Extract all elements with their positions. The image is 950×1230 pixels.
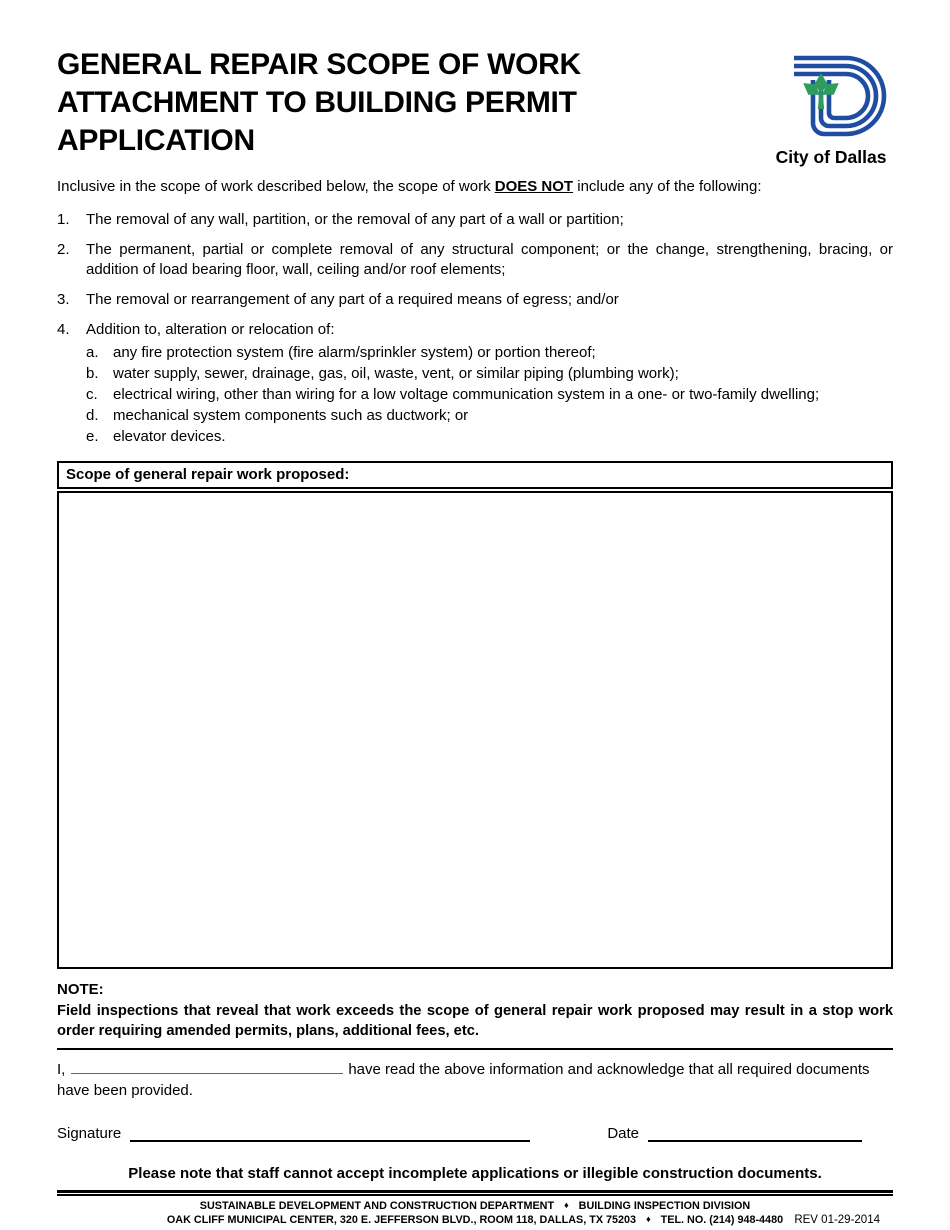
scope-input-area[interactable]: [57, 491, 893, 969]
signature-line-field[interactable]: [130, 1125, 530, 1142]
warning-text: Please note that staff cannot accept incomplete applications or illegible construction documents.: [128, 1165, 822, 1182]
date-line-field[interactable]: [648, 1125, 862, 1142]
footer-address: OAK CLIFF MUNICIPAL CENTER, 320 E. JEFFERSON BLVD., ROOM 118, DALLAS, TX 75203: [166, 1214, 637, 1226]
sub-list-item: [86, 342, 893, 363]
intro-pre: Inclusive in the scope of work described below, the scope of work: [57, 178, 495, 195]
sub-list-item: [86, 405, 893, 426]
note-section: [57, 981, 893, 1041]
signature-label: Signature: [57, 1125, 122, 1142]
diamond-separator-icon: ♦: [646, 1214, 651, 1224]
date-label: Date: [607, 1125, 639, 1142]
list-item-text: The removal of any wall, partition, or the removal of any part of a wall or partition;: [86, 211, 624, 228]
sub-item-text: elevator devices.: [113, 428, 226, 445]
page-title: [57, 46, 581, 160]
footer-lines: [57, 1199, 893, 1227]
list-item-number: 3.: [57, 291, 70, 308]
logo-caption: City of Dallas: [775, 147, 887, 167]
scope-of-work-section: [57, 461, 893, 969]
list-item: [57, 210, 893, 230]
sub-item-letter: c.: [86, 386, 98, 403]
intro-paragraph: [57, 177, 893, 196]
list-item-number: 1.: [57, 211, 70, 228]
trinity-leaf-icon: [799, 73, 842, 109]
exclusions-list: [57, 210, 893, 447]
diamond-separator-icon: ♦: [564, 1200, 569, 1210]
page-footer: [57, 1190, 893, 1227]
sub-list: [86, 342, 893, 447]
footer-department: SUSTAINABLE DEVELOPMENT AND CONSTRUCTION DEPARTMENT: [199, 1200, 555, 1212]
list-item-text: The permanent, partial or complete removal of any structural component; or the change, strengthening, bracing, or addition of load bearing floor, wall, ceiling and/or roof elements;: [86, 241, 893, 278]
scope-box-header: Scope of general repair work proposed:: [57, 461, 893, 489]
name-blank-field[interactable]: [71, 1059, 343, 1074]
divider-rule: [57, 1048, 893, 1050]
list-item-number: 4.: [57, 321, 70, 338]
footer-line-address: [57, 1213, 893, 1227]
footer-division: BUILDING INSPECTION DIVISION: [578, 1200, 751, 1212]
page-title-line: APPLICATION: [57, 124, 255, 157]
sub-list-item: [86, 384, 893, 405]
sub-item-text: mechanical system components such as ductwork; or: [113, 407, 469, 424]
sub-item-letter: e.: [86, 428, 99, 445]
intro-emphasis: DOES NOT: [494, 178, 574, 195]
acknowledgement-paragraph: [57, 1059, 893, 1101]
sub-item-text: electrical wiring, other than wiring for a low voltage communication system in a one- or two-family dwelling;: [113, 386, 820, 403]
sub-item-letter: b.: [86, 365, 99, 382]
list-item-text: The removal or rearrangement of any part of a required means of egress; and/or: [86, 291, 619, 308]
list-item-text: Addition to, alteration or relocation of:: [86, 321, 335, 338]
sub-item-letter: d.: [86, 407, 99, 424]
revision-date: REV 01-29-2014: [794, 1214, 880, 1226]
page-title-line: ATTACHMENT TO BUILDING PERMIT: [57, 86, 577, 119]
note-text: Field inspections that reveal that work exceeds the scope of general repair work proposed may result in a stop work order requiring amended permits, plans, additional fees, etc.: [57, 1003, 893, 1039]
page-title-line: GENERAL REPAIR SCOPE OF WORK: [57, 48, 581, 81]
list-item-number: 2.: [57, 241, 70, 258]
city-of-dallas-logo: [769, 46, 893, 168]
dallas-d-icon: [787, 46, 893, 146]
sub-item-text: water supply, sewer, drainage, gas, oil, waste, vent, or similar piping (plumbing work);: [113, 365, 679, 382]
footer-rule: [57, 1190, 893, 1196]
sub-item-text: any fire protection system (fire alarm/sprinkler system) or portion thereof;: [113, 344, 596, 361]
signature-row: [57, 1125, 893, 1142]
masthead: [57, 46, 893, 168]
ack-pre: I,: [57, 1061, 66, 1078]
list-item: [57, 320, 893, 340]
intro-post: include any of the following:: [573, 178, 762, 195]
footer-phone: TEL. NO. (214) 948-4480: [660, 1214, 784, 1226]
note-label: NOTE:: [57, 981, 104, 998]
footer-line-department: [57, 1199, 893, 1213]
sub-list-item: [86, 363, 893, 384]
sub-item-letter: a.: [86, 344, 99, 361]
list-item: [57, 240, 893, 280]
sub-list-item: [86, 426, 893, 447]
ack-post: have read the above information and acknowledge that all required documents have been provided.: [57, 1061, 870, 1099]
list-item: [57, 290, 893, 310]
